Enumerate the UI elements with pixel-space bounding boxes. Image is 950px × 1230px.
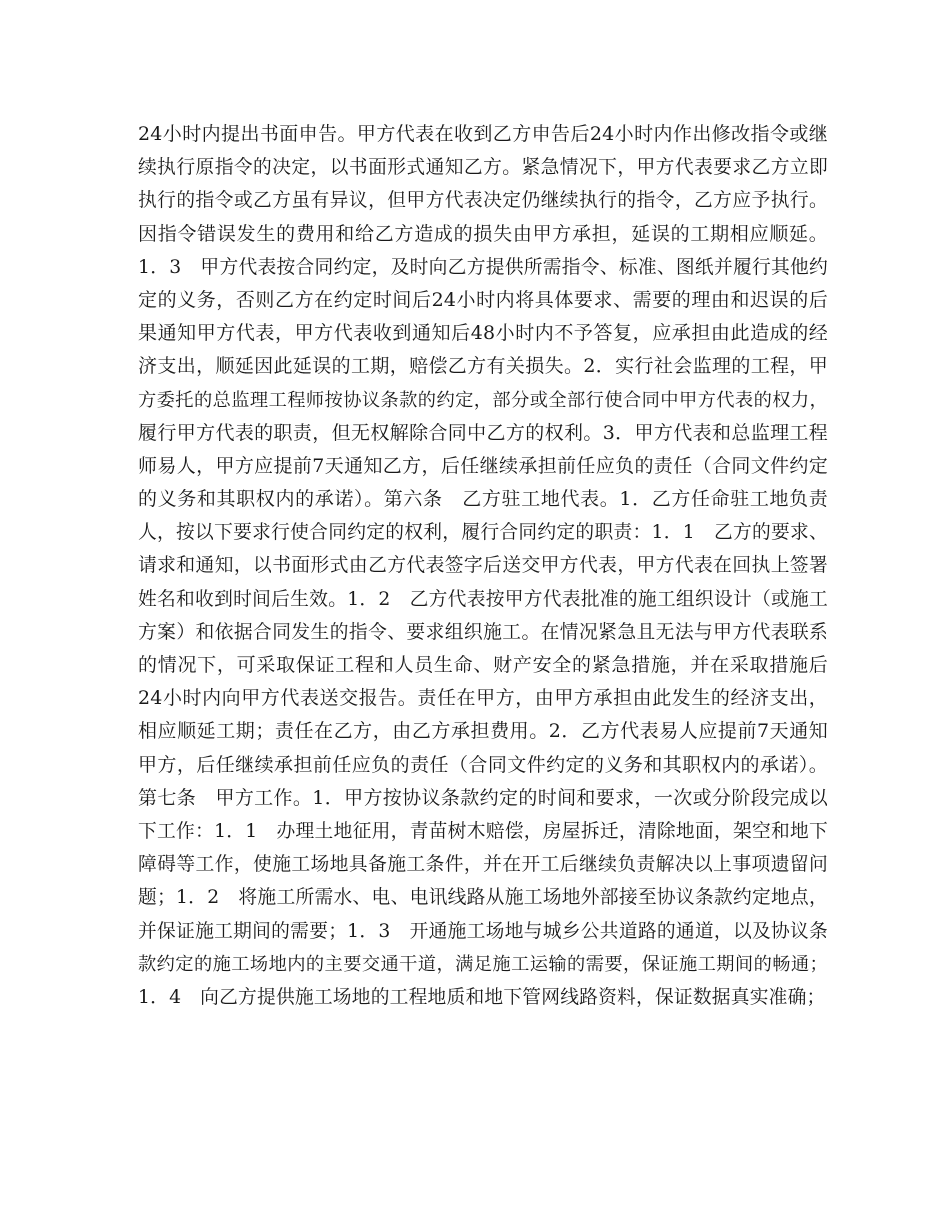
text-line: 第七条 甲方工作。1．甲方按协议条款约定的时间和要求，一次或分阶段完成以 [138, 786, 828, 809]
text-line: 1．4 向乙方提供施工场地的工程地质和地下管网线路资料，保证数据真实准确； [138, 986, 826, 1008]
text-line: 的情况下，可采取保证工程和人员生命、财产安全的紧急措施，并在采取措施后 [138, 654, 828, 676]
text-line: 题；1．2 将施工所需水、电、电讯线路从施工场地外部接至协议条款约定地点， [138, 887, 828, 909]
text-line: 履行甲方代表的职责，但无权解除合同中乙方的权利。3．甲方代表和总监理工程 [138, 421, 828, 444]
contract-text-body [138, 118, 828, 1014]
text-line: 甲方，后任继续承担前任应负的责任（合同文件约定的义务和其职权内的承诺）。 [138, 753, 828, 776]
text-line: 方委托的总监理工程师按协议条款的约定，部分或全部行使合同中甲方代表的权力， [138, 389, 828, 411]
text-line: 师易人，甲方应提前7天通知乙方，后任继续承担前任应负的责任（合同文件约定 [138, 454, 828, 477]
text-line: 济支出，顺延因此延误的工期，赔偿乙方有关损失。2．实行社会监理的工程，甲 [138, 355, 828, 378]
text-line: 定的义务，否则乙方在约定时间后24小时内将具体要求、需要的理由和迟误的后 [138, 288, 828, 311]
text-line: 果通知甲方代表，甲方代表收到通知后48小时内不予答复，应承担由此造成的经 [138, 322, 828, 345]
text-line: 下工作：1．1 办理土地征用，青苗树木赔偿，房屋拆迁，清除地面，架空和地下 [138, 820, 828, 842]
text-line: 24小时内提出书面申告。甲方代表在收到乙方申告后24小时内作出修改指令或继 [138, 123, 828, 145]
text-line: 的义务和其职权内的承诺）。第六条 乙方驻工地代表。1．乙方任命驻工地负责 [138, 488, 828, 511]
text-line: 执行的指令或乙方虽有异议，但甲方代表决定仍继续执行的指令，乙方应予执行。 [138, 190, 828, 212]
text-line: 方案）和依据合同发生的指令、要求组织施工。在情况紧急且无法与甲方代表联系 [138, 621, 828, 643]
text-line: 请求和通知，以书面形式由乙方代表签字后送交甲方代表，甲方代表在回执上签署 [138, 555, 828, 577]
text-line: 相应顺延工期；责任在乙方，由乙方承担费用。2．乙方代表易人应提前7天通知 [138, 720, 828, 743]
text-line: 款约定的施工场地内的主要交通干道，满足施工运输的需要，保证施工期间的畅通； [138, 953, 828, 975]
text-line: 续执行原指令的决定，以书面形式通知乙方。紧急情况下，甲方代表要求乙方立即 [138, 157, 828, 179]
text-line: 姓名和收到时间后生效。1．2 乙方代表按甲方代表批准的施工组织设计（或施工 [138, 588, 828, 610]
text-line: 障碍等工作，使施工场地具备施工条件，并在开工后继续负责解决以上事项遗留问 [138, 854, 828, 876]
text-line: 1．3 甲方代表按合同约定，及时向乙方提供所需指令、标准、图纸并履行其他约 [138, 256, 828, 278]
text-line: 24小时内向甲方代表送交报告。责任在甲方，由甲方承担由此发生的经济支出， [138, 687, 828, 710]
text-line: 人，按以下要求行使合同约定的权利，履行合同约定的职责：1．1 乙方的要求、 [138, 522, 828, 544]
text-line: 因指令错误发生的费用和给乙方造成的损失由甲方承担，延误的工期相应顺延。 [138, 222, 828, 245]
text-line: 并保证施工期间的需要；1．3 开通施工场地与城乡公共道路的通道，以及协议条 [138, 920, 828, 942]
